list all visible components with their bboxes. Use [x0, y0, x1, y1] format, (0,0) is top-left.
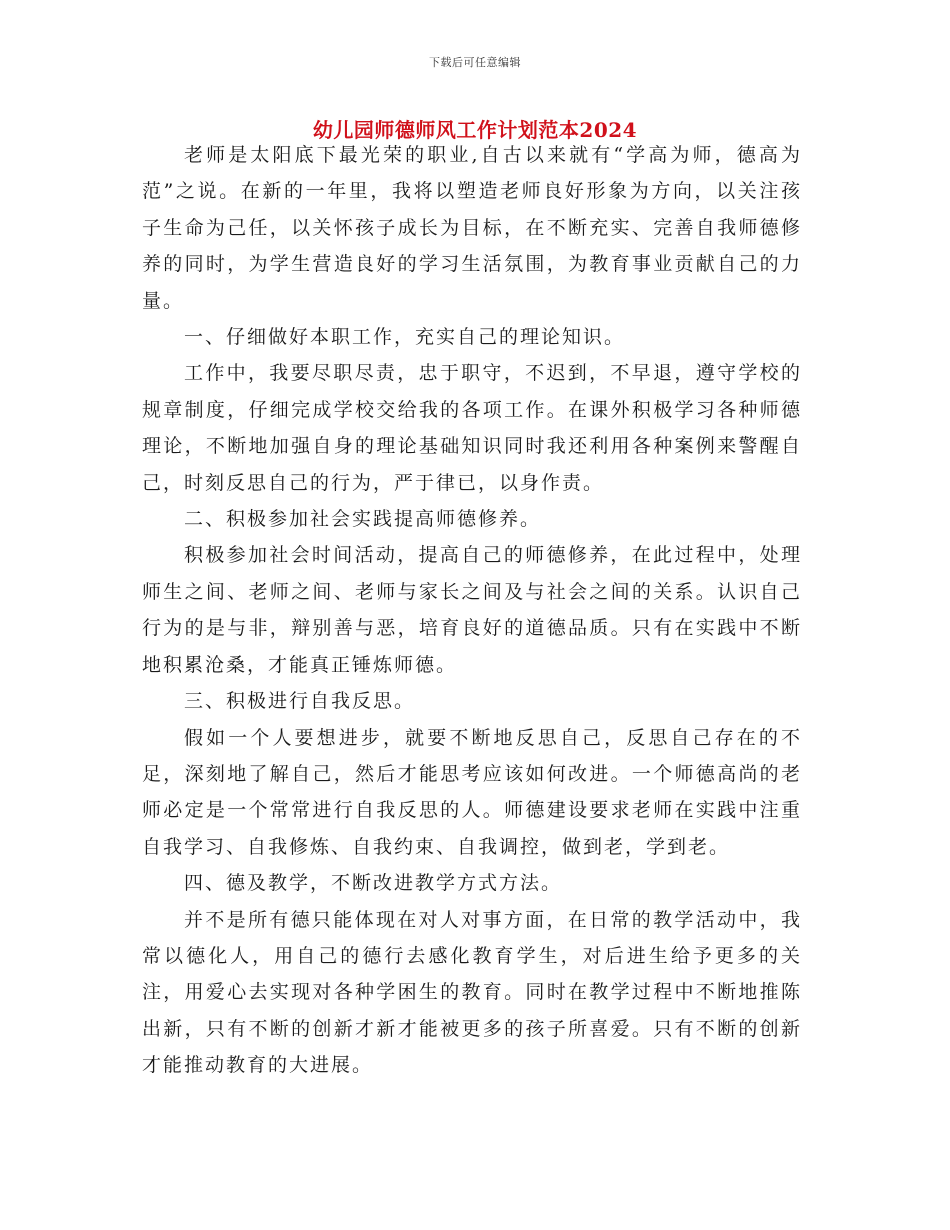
section-heading-2: 二、积极参加社会实践提高师德修养。: [184, 508, 542, 531]
section-paragraph-1: 工作中，我要尽职尽责，忠于职守，不迟到，不早退，遵守学校的规章制度，仔细完成学校交给我的各项工作。在课外积极学习各种师德理论，不断地加强自身的理论基础知识同时我还利用各种案例来警醒自己，时刻反思自己的行为，严于律已，以身作责。: [142, 362, 802, 494]
section-paragraph-3: 假如一个人要想进步，就要不断地反思自己，反思自己存在的不足，深刻地了解自己，然后才能思考应该如何改进。一个师德高尚的老师必定是一个常常进行自我反思的人。师德建设要求老师在实践中注重自我学习、自我修炼、自我约束、自我调控，做到老，学到老。: [142, 726, 802, 858]
section-paragraph-4: 并不是所有德只能体现在对人对事方面，在日常的教学活动中，我常以德化人，用自己的德行去感化教育学生，对后进生给予更多的关注，用爱心去实现对各种学困生的教育。同时在教学过程中不断地推陈出新，只有不断的创新才新才能被更多的孩子所喜爱。只有不断的创新才能推动教育的大进展。: [142, 908, 802, 1077]
document-title: 幼儿园师德师风工作计划范本2024: [312, 118, 638, 142]
document-body: [142, 137, 802, 1084]
header-note: 下载后可任意编辑: [429, 56, 521, 69]
section-heading-4: 四、德及教学，不断改进教学方式方法。: [184, 872, 563, 895]
section-heading-1: 一、仔细做好本职工作，充实自己的理论知识。: [184, 326, 626, 349]
intro-paragraph: 老师是太阳底下最光荣的职业,自古以来就有“学高为师，德高为范”之说。在新的一年里，我将以塑造老师良好形象为方向，以关注孩子生命为己任，以关怀孩子成长为目标，在不断充实、完善自我师德修养的同时，为学生营造良好的学习生活氛围，为教育事业贡献自己的力量。: [142, 144, 802, 312]
section-heading-3: 三、积极进行自我反思。: [184, 690, 416, 713]
section-paragraph-2: 积极参加社会时间活动，提高自己的师德修养，在此过程中，处理师生之间、老师之间、老师与家长之间及与社会之间的关系。认识自己行为的是与非，辩别善与恶，培育良好的道德品质。只有在实践中不断地积累沧桑，才能真正锤炼师德。: [142, 544, 802, 676]
